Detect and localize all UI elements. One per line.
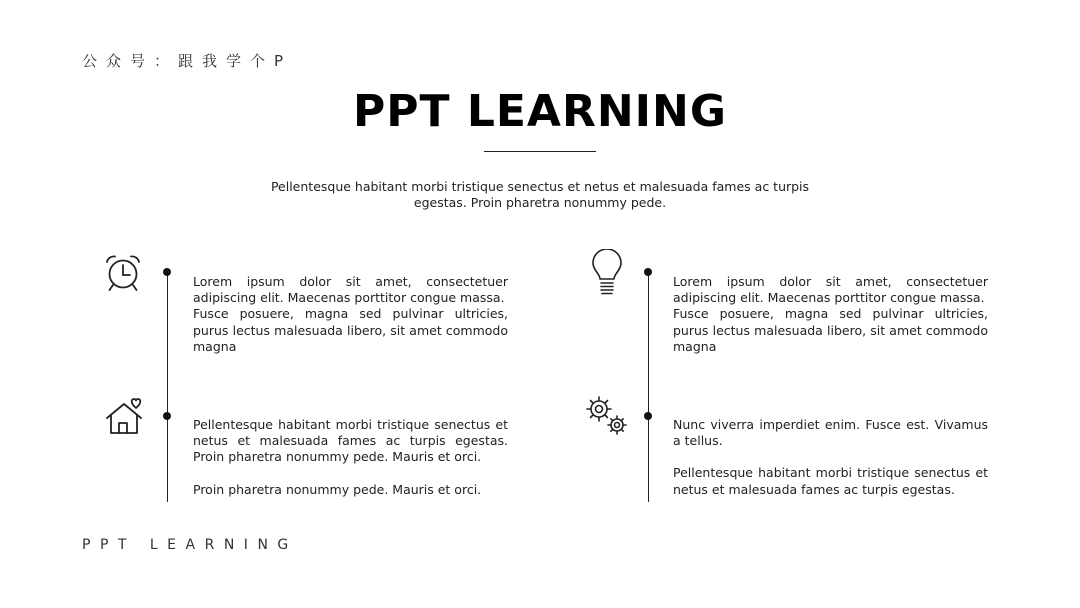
lightbulb-icon [589, 249, 625, 297]
timeline-line-left [167, 272, 168, 502]
item-paragraph: Pellentesque habitant morbi tristique senectus et netus et malesuada fames ac turpis egestas. Proin pharetra nonummy pede. Mauris et orci. [193, 417, 508, 465]
timeline-line-right [648, 272, 649, 502]
timeline-dot [644, 268, 652, 276]
item-paragraph: Nunc viverra imperdiet enim. Fusce est. Vivamus a tellus. [673, 417, 988, 449]
item-text-house [193, 417, 508, 498]
alarm-clock-icon [103, 253, 143, 293]
item-paragraph: Lorem ipsum dolor sit amet, consectetuer adipiscing elit. Maecenas porttitor congue massa. [193, 274, 508, 306]
item-paragraph: Fusce posuere, magna sed pulvinar ultricies, purus lectus malesuada libero, sit amet commodo magna [193, 306, 508, 354]
timeline-dot [163, 268, 171, 276]
item-text-alarm [193, 274, 508, 355]
title-divider [484, 151, 596, 152]
item-paragraph: Lorem ipsum dolor sit amet, consectetuer adipiscing elit. Maecenas porttitor congue massa. [673, 274, 988, 306]
page-title: PPT LEARNING [353, 86, 727, 137]
footer-label: PPT LEARNING [82, 537, 298, 553]
timeline-dot [644, 412, 652, 420]
house-heart-icon [104, 396, 144, 436]
item-paragraph: Pellentesque habitant morbi tristique senectus et netus et malesuada fames ac turpis egestas. [673, 465, 988, 497]
page-subtitle: Pellentesque habitant morbi tristique senectus et netus et malesuada fames ac turpis egestas. Proin pharetra nonummy pede. [270, 179, 810, 210]
item-paragraph: Fusce posuere, magna sed pulvinar ultricies, purus lectus malesuada libero, sit amet commodo magna [673, 306, 988, 354]
item-text-gears [673, 417, 988, 498]
gears-icon [585, 395, 629, 437]
item-paragraph: Proin pharetra nonummy pede. Mauris et orci. [193, 481, 482, 497]
timeline-dot [163, 412, 171, 420]
brand-label: 公众号：跟我学个P [82, 52, 293, 70]
item-text-lightbulb [673, 274, 988, 355]
